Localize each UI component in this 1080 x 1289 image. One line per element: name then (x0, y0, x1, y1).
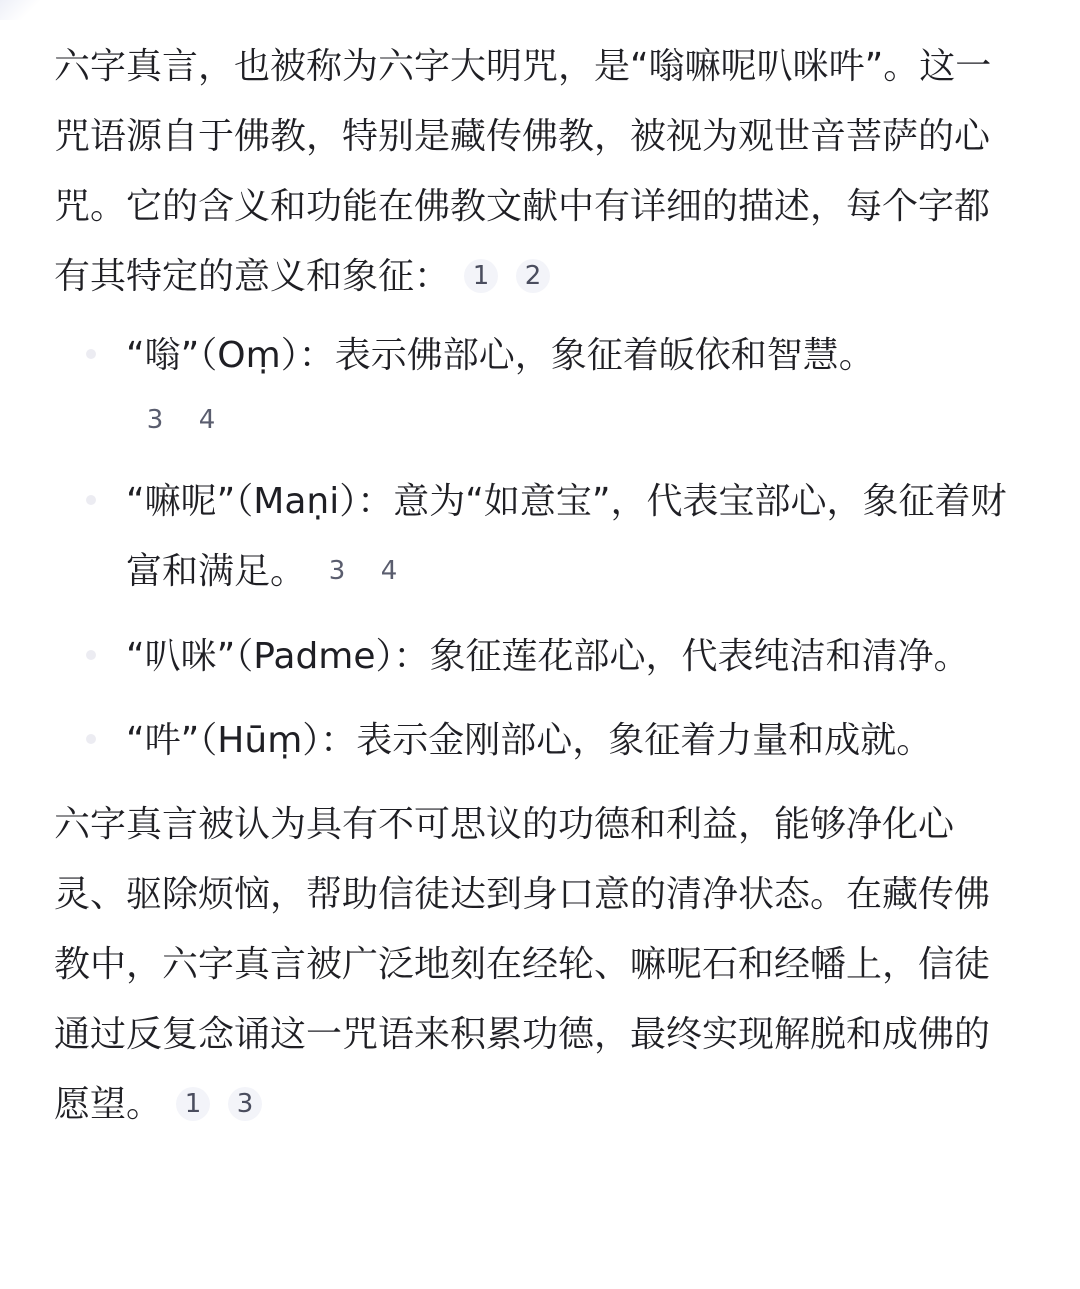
citation-badge[interactable]: 3 (146, 405, 164, 435)
citation-badge[interactable]: 4 (198, 405, 216, 435)
list-item-mani (54, 467, 1024, 608)
intro-text: 六字真言，也被称为六字大明咒，是“嗡嘛呢叭咪吽”。这一咒语源自于佛教，特别是藏传佛教，被视为观世音菩萨的心咒。它的含义和功能在佛教文献中有详细的描述，每个字都有其特定的意义和象征： (54, 46, 992, 297)
intro-paragraph (54, 32, 1014, 313)
list-item-text: “嘛呢”（Maṇi）：意为“如意宝”，代表宝部心，象征着财富和满足。 (126, 481, 1007, 592)
list-item-hum (54, 706, 1024, 776)
bullet-icon (86, 650, 96, 660)
citation-badge[interactable]: 2 (516, 259, 550, 293)
citation-badge[interactable]: 3 (328, 556, 346, 586)
citation-row (126, 391, 1024, 453)
bullet-icon (86, 495, 96, 505)
bullet-icon (86, 734, 96, 744)
conclusion-citations (176, 1071, 280, 1141)
list-item-text: “吽”（Hūṃ）：表示金刚部心，象征着力量和成就。 (126, 720, 933, 761)
answer-content (54, 32, 1024, 1141)
citation-badge[interactable]: 3 (228, 1087, 262, 1121)
syllable-list (54, 321, 1024, 776)
citation-badge[interactable]: 1 (464, 259, 498, 293)
list-item-text: “嗡”（Oṃ）：表示佛部心，象征着皈依和智慧。 (126, 335, 875, 376)
intro-citations (464, 243, 568, 313)
list-item-text: “叭咪”（Padme）：象征莲花部心，代表纯洁和清净。 (126, 636, 970, 677)
citation-group (320, 538, 424, 608)
list-item-padme (54, 622, 1024, 692)
citation-badge[interactable]: 1 (176, 1087, 210, 1121)
top-corner-shade (0, 0, 40, 20)
citation-badge[interactable]: 4 (380, 556, 398, 586)
bullet-icon (86, 349, 96, 359)
conclusion-paragraph (54, 790, 1024, 1141)
list-item-om (54, 321, 1024, 453)
conclusion-text: 六字真言被认为具有不可思议的功德和利益，能够净化心灵、驱除烦恼，帮助信徒达到身口意的清净状态。在藏传佛教中，六字真言被广泛地刻在经轮、嘛呢石和经幡上，信徒通过反复念诵这一咒语来积累功德，最终实现解脱和成佛的愿望。 (54, 804, 991, 1125)
